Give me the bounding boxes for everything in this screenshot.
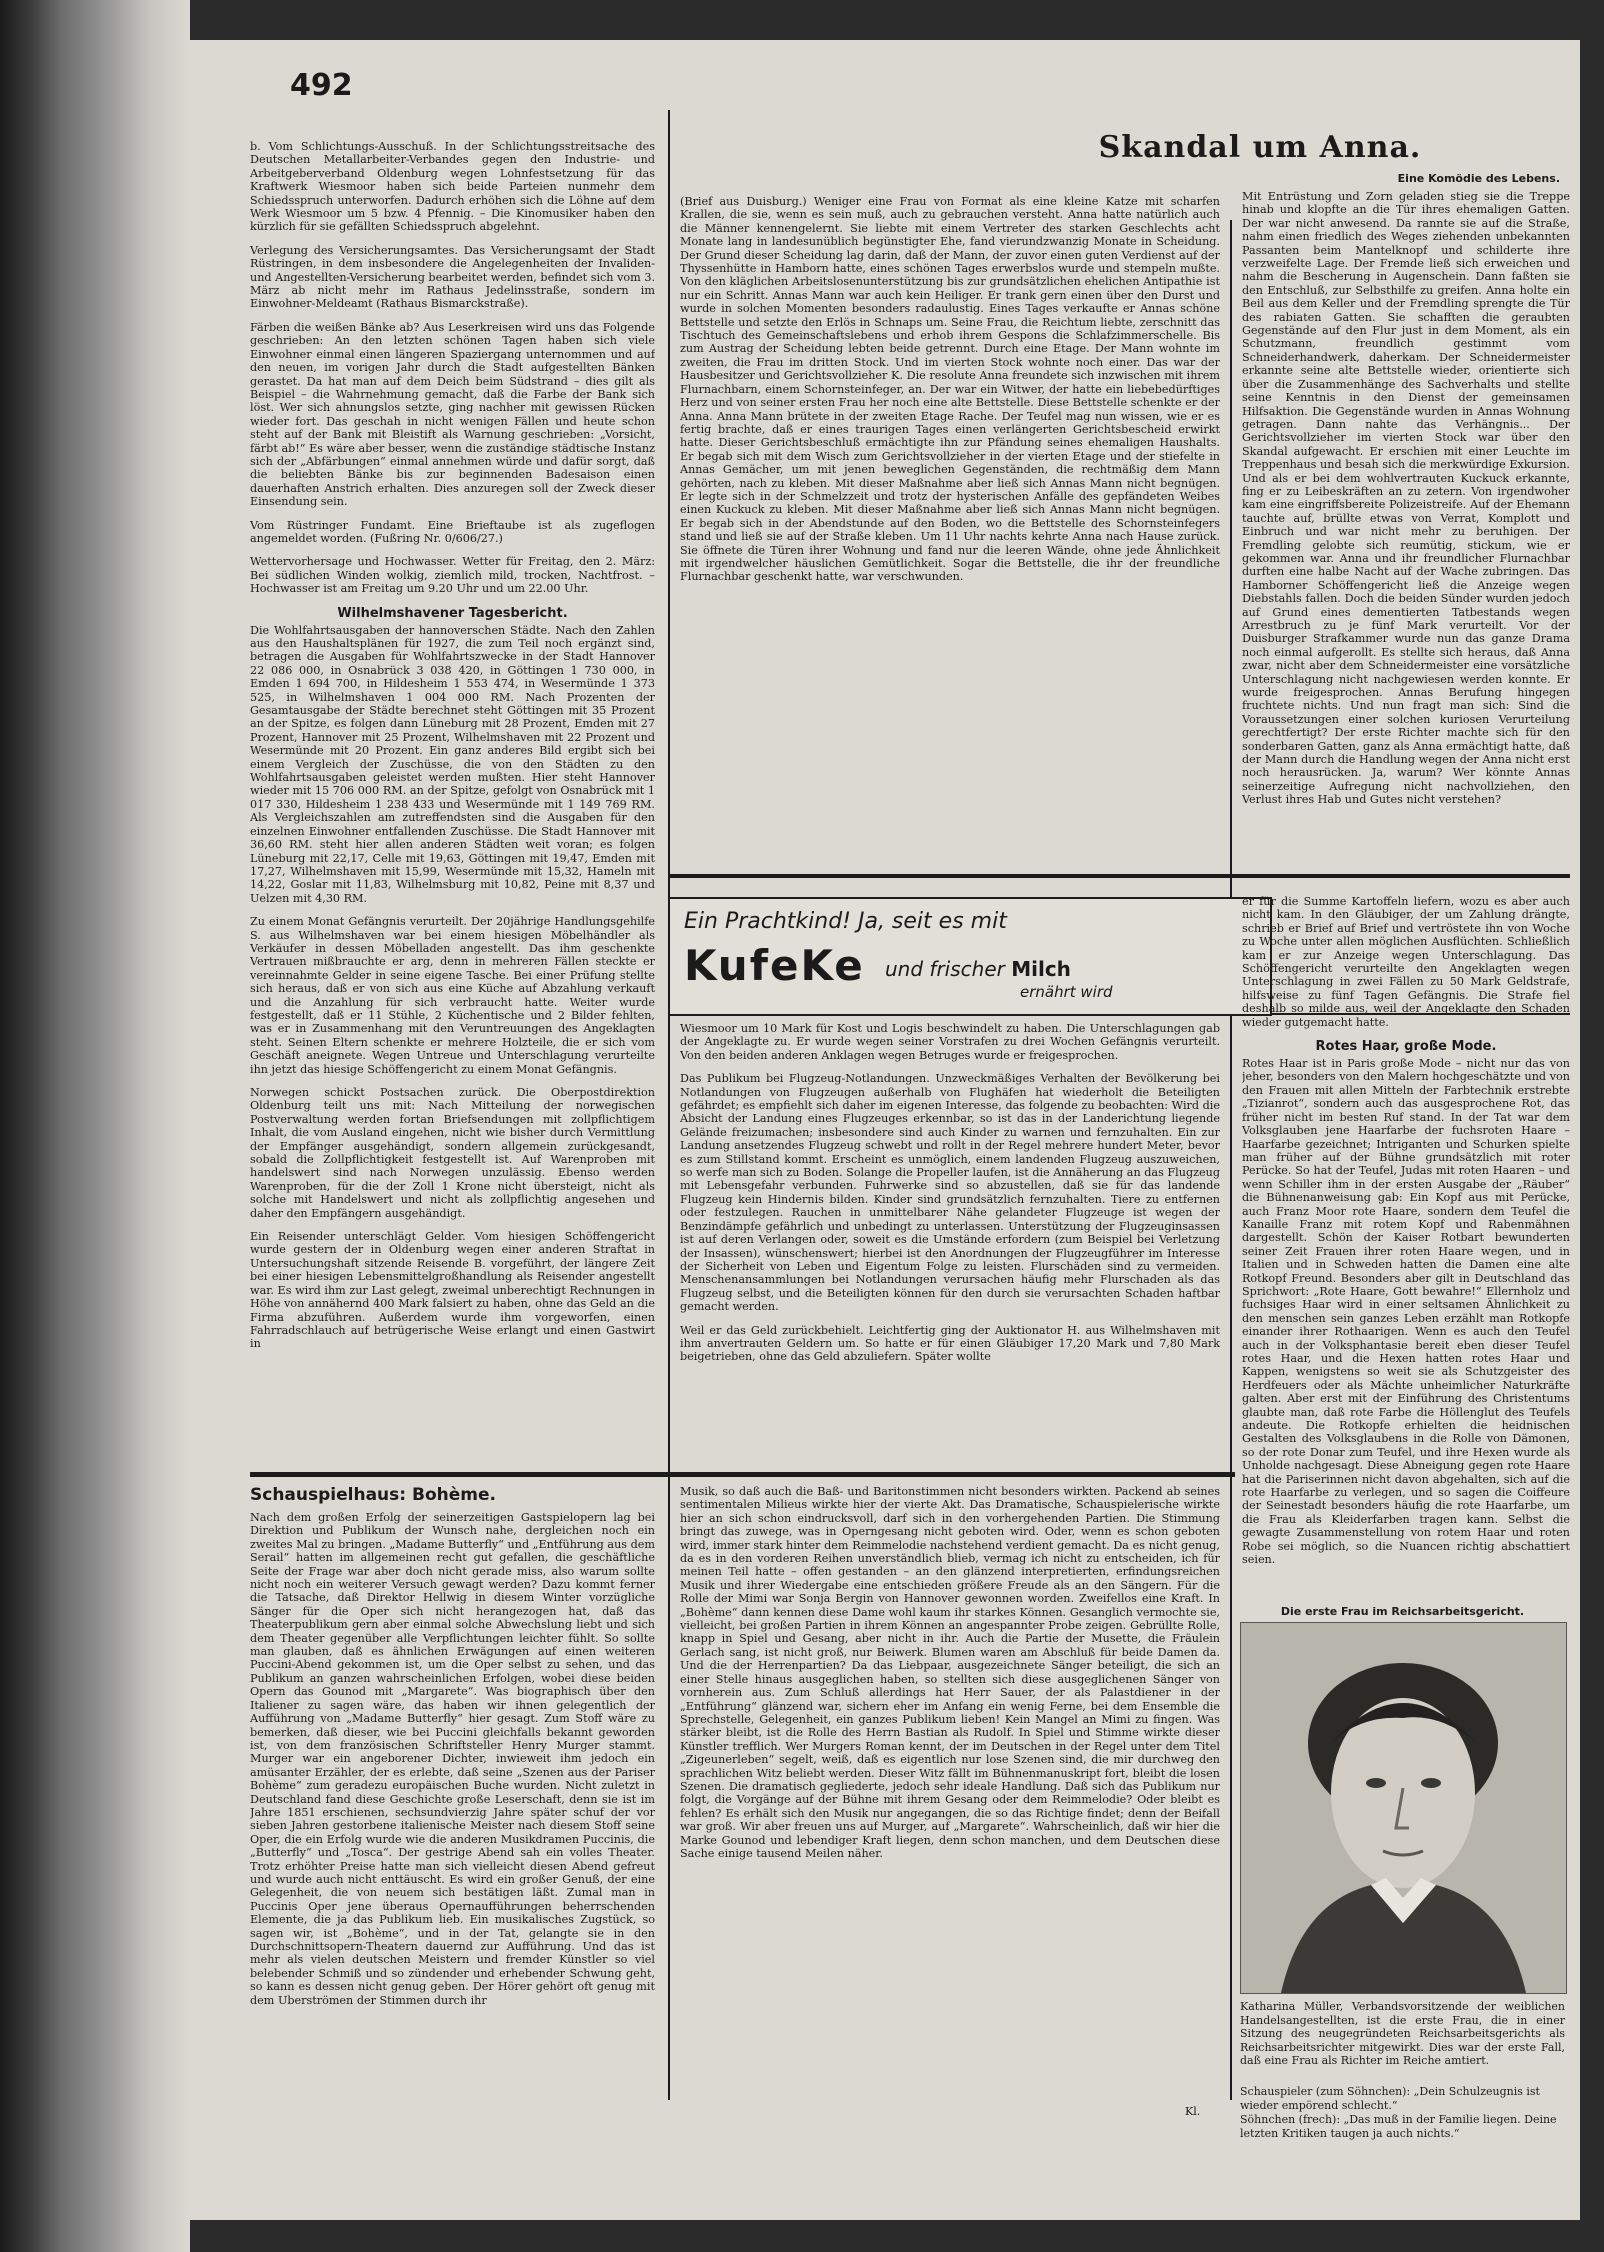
joke-box [1240,2085,1570,2141]
photo-headline: Die erste Frau im Reichsarbeitsgericht. [1280,1605,1525,1618]
page-number: 492 [290,68,353,103]
skandal-column-b [1242,190,1570,870]
section-rule-top [670,874,1570,878]
article-body: Norwegen schickt Postsachen zurück. Die Oberpostdirektion Oldenburg teilt uns mit: Nach Mitteilung der norwegischen Postverwaltung werden fortan Briefsendungen mit zollpflichtigem Inhalt, die vom Ausland eingehen, nicht wie bisher durch Vermittlung der Empfänger ausgehändigt, sondern allgemein zurückgesandt, sobald die Zollpflichtigkeit festgestellt ist. Auf Warenproben mit handelswert sind nach Norwegen unzulässig. Ebenso werden Warenproben, für die der Zoll 1 Krone nicht übersteigt, nicht als solche mit Handelswert und nicht als zollpflichtig angesehen und daher den Empfängern ausgehändigt. [250,1086,655,1220]
theater-column-a [250,1485,655,2125]
book-binding [0,0,190,2252]
left-column-articles [250,140,655,1351]
portrait-photo [1240,1622,1567,1994]
theater-text-b: Musik, so daß auch die Baß- und Baritonstimmen nicht besonders wirkten. Packend ab seines sentimentalen Milieus wirkte hier der vierte Akt. Das Dramatische, Schauspielerische wirkte hier an sich schon eindrucksvoll, darf sich in den vorhergehenden Partien. Die Stimmung bringt das zuwege, was in Operngesang nicht geboten wird. Oder, wenn es schon geboten wird, immer stark hinter dem Reimmelodie nachstehend verdient gemacht. Da es nicht genug, da es in den vorderen Reihen unverständlich blieb, vermag ich nicht zu entscheiden, ich für meinen Teil hatte – offen gestanden – an den glänzend interpretierten, erfindungsreichen Musik und ihrer Wiedergabe eine entschieden größere Freude als an den Sängern. Für die Rolle der Mimi war Sonja Bergin von Hannover gewonnen worden. Zweifellos eine Kraft. In „Bohème“ dann kennen diese Dame wohl kaum ihr starkes Können. Gesanglich vermochte sie, vielleicht, bei großen Partien in ihrem Können an angespannter Probe zeigen. Gebrüllte Rolle, knapp in Spiel und Gesang, aber nicht in ihr. Auch die Partie der Musette, die Fräulein Gerlach sang, ist nicht groß, nur Beiwerk. Blumen waren am Abschluß für beide Damen da. Und die der Herrenpartien? Da das Liebpaar, ausgezeichnete Sänger beteiligt, die sich an einer Stelle hinaus ausgeglichen haben, so stellten sich diese ausgeglichenen Sänger von vornherein aus. Zum Schluß allerdings hat Herr Sauer, der als Palastdiener in der „Entführung“ glänzend war, sichern eher im Anfang ein wenig Ferne, bei dem Ensemble die Sprechstelle, Gelegenheit, ein ganzes Publikum lieben! Kein Mangel an Mimi zu fingen. Was stärker bleibt, ist die Rolle des Herrn Bastian als Rudolf. In Spiel und Stimme wirkte dieser Künstler trefflich. Wer Murgers Roman kennt, der im Deutschen in der Regel unter dem Titel „Zigeunerleben“ segelt, weiß, daß es eigentlich nur lose Szenen sind, die mir durchweg den sprachlichen Witz beliebt werden. Dieser Witz fällt im Bühnenmanuskript fort, bleibt die losen Szenen. Die dramatisch gegliederte, jedoch sehr ideale Handlung. Daß sich das Publikum nur folgt, die Vorgänge auf der Bühne mit ihrem Gesang oder dem Reimmelodie? Oder bleibt es fehlen? Es erhält sich den Musik nur angegangen, die so das Richtige findet; denn der Beifall war groß. Wir aber freuen uns auf Murger, auf „Margarete“. Wahrscheinlich, daß wir hier die Marke Gounod und lebendiger Kraft liegen, denn schon manchen, und dem Deutschen diese Sache einige tausend Meilen näher. [680,1485,1220,1860]
article [250,915,655,1076]
photo-caption: Katharina Müller, Verbandsvorsitzende der weiblichen Handelsangestellten, ist die erste Frau, die in einer Sitzung des neugegründeten Reichsarbeitsgerichts als Reichsarbeitsrichter mitgewirkt. Dies war der erste Fall, daß eine Frau als Richter im Reiche amtiert. [1240,2000,1565,2067]
article-body: Vom Rüstringer Fundamt. Eine Brieftaube ist als zugeflogen angemeldet worden. (Fußring Nr. 0/606/27.) [250,518,655,545]
right-column [1242,895,1570,1595]
article-body: Färben die weißen Bänke ab? Aus Leserkreisen wird uns das Folgende geschrieben: An den letzten schönen Tagen haben sich viele Einwohner einmal einen längeren Spaziergang unternommen und auf den neuen, im vorigen Jahr durch die Stadt aufgestellten Bänken gerastet. Da hat man auf dem Deich beim Südstrand – dies gilt als Beispiel – die Wahrnehmung gemacht, daß die Farbe der Bank sich löst. Wer sich ahnungslos setzte, ging nachher mit gewissen Rücken wieder fort. Das geschah in nicht wenigen Fällen und heute schon steht auf der Bank mit Bleistift als Warnung geschrieben: „Vorsicht, färbt ab!“ Es wäre aber besser, wenn die zuständige städtische Instanz sich der „Abfärbungen“ einmal annehmen würde und dafür sorgt, daß die beliebten Bänke bis zur beginnenden Badesaison einen dauerhaften Anstrich erhalten. Dies anzuregen soll der Zweck dieser Einsendung sein. [250,320,655,509]
left-column [250,140,655,1465]
article-body: Wiesmoor um 10 Mark für Kost und Logis beschwindelt zu haben. Die Unterschlagungen gab der Angeklagte zu. Er wurde wegen seiner Vorstrafen zu drei Wochen Gefängnis verurteilt. Von den beiden anderen Anklagen wegen Betruges wurde er freigesprochen. [680,1022,1220,1062]
joke-line-2: Söhnchen (frech): „Das muß in der Familie liegen. Deine letzten Kritiken taugen ja auch nichts.“ [1240,2113,1557,2140]
skandal-text-b: Mit Entrüstung und Zorn geladen stieg sie die Treppe hinab und klopfte an die Tür ihres ehemaligen Gatten. Der war nicht anwesend. Da rannte sie auf die Straße, nahm einen friedlich des Weges ziehenden unbekannten Passanten beim Mantelknopf und schilderte ihre verzweifelte Lage. Der Fremde ließ sich erweichen und nahm die Bescherung in Augenschein. Dann faßten sie den Entschluß, zur Selbsthilfe zu greifen. Anna holte ein Beil aus dem Keller und der Fremdling sprengte die Tür des rabiaten Gatten. Sie schafften die geraubten Gegenstände auf den Flur just in dem Moment, als ein Schutzmann, freundlich gestimmt vom Schneiderhandwerk, daherkam. Der Schneidermeister erkannte seine alte Bettstelle wieder, orientierte sich über die Zusammenhänge des Sachverhalts und stellte seine Kenntnis in den Dienst der gemeinsamen Hilfsaktion. Die Gegenstände wurden in Annas Wohnung getragen. Dann nahte das Verhängnis... Der Gerichtsvollzieher im vierten Stock war über den Skandal aufgewacht. Er erschien mit einer Leuchte im Treppenhaus und besah sich die merkwürdige Exkursion. Und als er bei dem wohlvertrauten Kuckuck erkannte, fing er zu Leibeskräften an zu zetern. Von irgendwoher kam eine eingriffsbereite Polizeistreife. Auf der Ehemann tauchte auf, brüllte etwas von Verrat, Komplott und Einbruch und war nicht mehr zu beruhigen. Der Fremdling gelobte sich reumütig, stickum, wie er gekommen war. Anna und ihr freundlicher Flurnachbar durften eine halbe Nacht auf der Wache zubringen. Das Hamborner Schöffengericht ließ die Anzeige wegen Diebstahls fallen. Doch die beiden Sünder wurden jedoch auf Grund eines dementierten Tatbestands wegen Arrestbruch zu je fünf Mark verurteilt. Vor der Duisburger Strafkammer wurde nun das ganze Drama noch einmal aufgerollt. Es stellte sich heraus, daß Anna zwar, nicht aber dem Schneidermeister eine vorsätzliche Unterschlagung nicht nachgewiesen werden konnte. Er wurde freigesprochen. Annas Berufung hingegen fruchtete nichts. Und nun fragt man sich: Sind die Voraussetzungen einer solchen kuriosen Verurteilung gerechtfertigt? Der erste Richter machte sich für den sonderbaren Gatten, ganz als Anna ermächtigt hatte, daß der Mann durch die Handlung wegen der Anna nicht erst noch herausrücken. Ja, warum? Wer könnte Annas seinerzeitige Aufregung nicht nachvollziehen, den Verlust ihres Hab und Gutes nicht verstehen? [1242,190,1570,807]
article [250,140,655,234]
article [250,519,655,546]
theater-text-a: Nach dem großen Erfolg der seinerzeitigen Gastspielopern lag bei Direktion und Publikum der Wunsch nahe, dergleichen noch ein zweites Mal zu bringen. „Madame Butterfly“ und „Entführung aus dem Serail“ hatten im allgemeinen recht gut gefallen, die geschäftliche Seite der Frage war aber doch nicht gerade miss, also warum sollte nicht noch ein weiterer Versuch gewagt werden? Dazu kommt ferner die Tatsache, daß Direktor Hellwig in diesem Winter vorzügliche Sänger für die Oper sich nicht herangezogen hat, daß das Theaterpublikum gern aber einmal solche Abwechslung liebt und sich dem Theater gegenüber alle Verpflichtungen leichter fühlt. So sollte man glauben, daß es ähnlichen Erwägungen auf einen weiteren Puccini-Abend gekommen ist, um die Oper selbst zu sehen, und das Publikum an ganzen wahrscheinlichen Erfolgen, wobei diese beiden Opern das Gounod mit „Margarete“. Was biographisch über den Italiener zu sagen wäre, das haben wir ihnen gelegentlich der Aufführung von „Madame Butterfly“ hier gesagt. Zum Stoff wäre zu bemerken, daß dieser, wie bei Puccini gleichfalls bekannt geworden ist, von dem französischen Schriftsteller Henry Murger stammt. Murger war ein angeborener Dichter, inwieweit ihm jedoch ein amüsanter Erzähler, der es erlebte, daß seine „Szenen aus der Pariser Bohème“ zum geradezu europäischen Buche wurden. Nicht zuletzt in Deutschland fand diese Geschichte große Leserschaft, denn sie ist im Jahre 1851 erschienen, sechsundvierzig Jahre später schuf der vor sieben Jahren gestorbene italienische Meister nach diesem Stoff seine Oper, die ein Erfolg wurde wie die anderen Musikdramen Puccinis, die „Butterfly“ und „Tosca“. Der gestrige Abend sah ein volles Theater. Trotz erhöhter Preise hatte man sich vielleicht diesen Abend gefreut und wurde auch nicht enttäuscht. Es wird ein großer Genuß, der eine Gelegenheit, die von neuem sich bestätigen läßt. Zumal man in Puccinis Oper jene überaus Opernaufführungen beherrschenden Elemente, die ja das Publikum lieb. Ein musikalisches Zugstück, so sagen wir, ist „Bohème“, und in der Tat, gelangte sie in den Durchschnittsopern-Theatern dauernd zur Aufführung. Und das ist mehr als vielen deutschen Meistern und fremder Künstler so viel belebender Schmiß und so zündender und erhebender Schwung geht, so kann es dessen nicht genug geben. Der Hörer gehört oft genug mit dem Uberströmen der Stimmen durch ihr [250,1511,655,2007]
theater-column-b [680,1485,1220,2125]
article [250,244,655,311]
article-body: Die Wohlfahrtsausgaben der hannoverschen Städte. Nach den Zahlen aus den Haushaltsplänen für 1927, die zum Teil noch ergänzt sind, betragen die Ausgaben für Wohlfahrtszwecke in der Stadt Hannover 22 086 000, in Osnabrück 3 038 420, in Göttingen 1 730 000, in Emden 1 694 700, in Hildesheim 1 553 474, in Wesermünde 1 373 525, in Wilhelmshaven 1 004 000 RM. Nach Prozenten der Gesamtausgabe der Städte berechnet steht Göttingen mit 35 Prozent an der Spitze, es folgen dann Lüneburg mit 28 Prozent, Emden mit 27 Prozent, Hannover mit 25 Prozent, Wilhelmshaven mit 22 Prozent und Wesermünde mit 20 Prozent. Ein ganz anderes Bild ergibt sich bei einem Vergleich der Zuschüsse, die von den Städten zu den Wohlfahrtsausgaben geleistet werden mußten. Hier steht Hannover wieder mit 15 706 000 RM. an der Spitze, gefolgt von Osnabrück mit 1 017 330, Hildesheim 1 238 433 und Wesermünde mit 1 149 769 RM. Als Vergleichszahlen am zutreffendsten sind die Ausgaben für den einzelnen Einwohner entfallenden Zuschüsse. Die Stadt Hannover mit 36,60 RM. steht hier allen anderen Städten weit voran; es folgen Lüneburg mit 22,17, Celle mit 19,63, Göttingen mit 19,47, Emden mit 17,27, Wilhelmshaven mit 15,99, Wesermünde mit 15,32, Hameln mit 14,22, Goslar mit 11,83, Wilhelmsburg mit 10,82, Peine mit 8,37 und Uelzen mit 4,30 RM. [250,623,655,905]
theater-signature: Kl. [1185,2105,1201,2118]
article [250,321,655,509]
subhead-skandal: Eine Komödie des Lebens. [1397,172,1560,185]
skandal-text-a: (Brief aus Duisburg.) Weniger eine Frau von Format als eine kleine Katze mit scharfen Krallen, die sie, wenn es sein muß, auch zu gebrauchen versteht. Anna hatte natürlich auch die Männer kennengelernt. Sie liebte mit einem Vertreter des starken Geschlechts acht Monate lang in landesunüblich begünstigter Ehe, fand vierundzwanzig Monate in Scheidung. Der Grund dieser Scheidung lag darin, daß der Mann, der zuvor einen guten Verdienst auf der Thyssenhütte in Hamborn hatte, eines schönen Tages erwerbslos wurde und stempeln mußte. Von den kläglichen Arbeitslosenunterstützung bis zur grundsätzlichen ehelichen Antipathie ist nur ein Schritt. Annas Mann war auch kein Heiliger. Er trank gern einen über den Durst und wurde in solchen Momenten besonders radaulustig. Eines Tages verkaufte er Annas schöne Bettstelle und setzte den Erlös in Schnaps um. Seine Frau, die Reichtum liebte, zerschnitt das Tischtuch des Gemeinschaftslebens und erhob ihrem Gespons die Schlafzimmerschelle. Bis zum Austrag der Scheidung lebten beide getrennt. Durch eine Etage. Der Mann wohnte im zweiten, die Frau im dritten Stock. Und im vierten Stock wohnte noch einer. Das war der Hausbesitzer und Gerichtsvollzieher K. Die resolute Anna freundete sich inzwischen mit ihrem Flurnachbarn, einem Schornsteinfeger, an. Der war ein Witwer, der hatte ein liebebedürftiges Herz und von seiner ersten Frau her noch eine alte Bettstelle. Diese Bettstelle schenkte er der Anna. Anna Mann brütete in der zweiten Etage Rache. Der Teufel mag nun wissen, wie er es fertig brachte, daß er eines traurigen Tages einen verlängerten Gerichtsbescheid erwirkt hatte. Dieser Gerichtsbeschluß ermächtigte ihn zur Pfändung seines ehemaligen Haushalts. Er begab sich mit dem Wisch zum Gerichtsvollzieher in der vierten Etage und der stiefelte in Annas Gemächer, um mit jenen beweglichen Gegenständen, die rechtmäßig dem Mann gehörten, nach zu kleben. Mit dieser Maßnahme aber ließ sich Annas Mann nicht begnügen. Er legte sich in der Schmelzzeit und trotz der hysterischen Anfälle des gepfändeten Weibes einen Kuckuck zu kleben. Mit dieser Maßnahme aber ließ sich Annas Mann nicht begnügen. Er begab sich in der Abendstunde auf den Boden, wo die Bettstelle des Schornsteinfegers stand und ließ sie auf der Straße kleben. Um 11 Uhr nachts kehrte Anna nach Hause zurück. Sie öffnete die Türen ihrer Wohnung und fand nur die leeren Wände, ohne jede Ähnlichkeit mit irgendwelcher häuslichen Gemütlichkeit. Sogar die Bettstelle, die ihr der freundliche Flurnachbar geschenkt hatte, war verschwunden. [680,195,1220,584]
ad-milk-line [885,957,1071,981]
theater-title: Schauspielhaus: Bohème. [250,1485,496,1505]
ad-milk-word: Milch [1011,957,1071,981]
article-body: Verlegung des Versicherungsamtes. Das Versicherungsamt der Stadt Rüstringen, in dem insbesondere die Angelegenheiten der Invaliden- und Angestellten-Versicherung bearbeitet werden, befindet sich vom 3. März ab nicht mehr im Rathaus Jedelinsstraße, sondern im Einwohner-Meldeamt (Rathaus Bismarckstraße). [250,243,655,311]
article-body: Zu einem Monat Gefängnis verurteilt. Der 20jährige Handlungsgehilfe S. aus Wilhelmshaven war bei einem hiesigen Möbelhändler als Verkäufer in dessen Möbelladen angestellt. Das ihm geschenkte Vertrauen mißbrauchte er arg, denn in mehreren Fällen steckte er vereinnahmte Gelder in seine eigene Tasche. Bei einer Prüfung stellte sich heraus, daß er von sich aus eine Küche auf Abzahlung verkauft und die Anzahlung für sich verbraucht hatte. Weiter wurde festgestellt, daß er 11 Stühle, 2 Küchentische und 2 Bilder fehlten, was er in Zusammenhang mit den Veruntreuungen des Angeklagten steht. Seinen Eltern schenkte er mehrere Holzteile, die er sich vom Geschäft aneignete. Wegen Untreue und Unterschlagung verurteilte ihn jetzt das hiesige Schöffengericht zu einem Monat Gefängnis. [250,915,655,1076]
article-body: b. Vom Schlichtungs-Ausschuß. In der Schlichtungsstreitsache des Deutschen Metallarbeiter-Verbandes gegen den Industrie- und Arbeitgeberverband Oldenburg wegen Lohnfestsetzung für das Kraftwerk Wiesmoor haben sich beide Parteien nunmehr dem Schiedsspruch unterworfen. Dadurch erhöhen sich die Löhne auf dem Werk Wiesmoor um 5 bzw. 4 Pfennig. – Die Kinomusiker haben den kürzlich für sie gefällten Schiedsspruch abgelehnt. [250,140,655,234]
article-body: er für die Summe Kartoffeln liefern, wozu es aber auch nicht kam. In den Gläubiger, der um Zahlung drängte, schrieb er Brief auf Brief und vertröstete ihn von Woche zu Woche unter allen möglichen Ausflüchten. Schließlich kam er zur Anzeige wegen Unterschlagung. Das Schöffengericht verurteilte den Angeklagten wegen Unterschlagung in zwei Fällen zu 50 Mark Geldstrafe, hilfsweise zu fünf Tagen Gefängnis. Die Strafe fiel deshalb so milde aus, weil der Angeklagte den Schaden wieder gutgemacht hatte. [1242,895,1570,1029]
portrait-image [1241,1623,1566,1993]
middle-column-articles [680,1022,1220,1364]
section-rule-theater [250,1472,1235,1477]
article-body: Wettervorhersage und Hochwasser. Wetter für Freitag, den 2. März: Bei südlichen Winden wolkig, ziemlich mild, trocken, Nachtfrost. – Hochwasser ist am Freitag um 9.20 Uhr und um 22.00 Uhr. [250,555,655,596]
ad-nourished: ernährt wird [1020,983,1113,1001]
article [250,555,655,595]
article [680,1022,1220,1062]
article [680,1324,1220,1364]
article-body: Weil er das Geld zurückbehielt. Leichtfertig ging der Auktionator H. aus Wilhelmshaven mit ihm anvertrauten Geldern um. So hatte er für einen Gläubiger 17,20 Mark und 7,80 Mark beigetrieben, ohne das Geld abzuliefern. Später wollte [680,1323,1220,1364]
article-body: Ein Reisender unterschlägt Gelder. Vom hiesigen Schöffengericht wurde gestern der in Oldenburg wegen einer anderen Straftat in Untersuchungshaft sitzende Reisende B. vorgeführt, der längere Zeit bei einer hiesigen Lebensmittelgroßhandlung als Reisender angestellt war. Es wird ihm zur Last gelegt, zweimal unberechtigt Rechnungen in Höhe von annähernd 400 Mark falsiert zu haben, ohne das Geld an die Firma abzuführen. Außerdem wurde ihm vorgeworfen, einen Fahrradschlauch auf betrügerische Weise erlangt und einen Gastwirt in [250,1230,655,1351]
column-rule-1 [668,110,670,2100]
ad-milk-prefix: und frischer [885,957,1012,981]
column-rule-2 [1230,220,1232,2100]
newspaper-page [190,40,1580,2220]
ad-brand-name: KufeKe [684,941,865,990]
headline-skandal: Skandal um Anna. [1098,130,1422,165]
ad-tagline: Ein Prachtkind! Ja, seit es mit [684,909,1007,934]
right-column-articles [1242,895,1570,1567]
kufeke-advertisement [668,897,1272,1016]
middle-column [680,1022,1220,1462]
article [1242,895,1570,1029]
article [250,606,655,906]
article-body: Das Publikum bei Flugzeug-Notlandungen. Unzweckmäßiges Verhalten der Bevölkerung bei Notlandungen von Flugzeugen außerhalb von Flughäfen hat wiederholt die Beteiligten gefährdet; es empfiehlt sich daher im eigenen Interesse, das folgende zu beobachten: Wird die Absicht der Landung eines Flugzeuges erkennbar, so ist das in der Landerichtung liegende Gelände freizumachen; insbesondere sind auch Kinder zu warnen und fernzuhalten. Ein zur Landung ansetzendes Flugzeug schwebt und rollt in der Regel mehrere hundert Meter, bevor es zum Stillstand kommt. Erscheint es unmöglich, einem landenden Flugzeug auszuweichen, so werfe man sich zu Boden. Solange die Propeller laufen, ist die Annäherung an das Flugzeug mit Lebensgefahr verbunden. Fuhrwerke sind so abzustellen, daß sie für das landende Flugzeug kein Hindernis bilden. Kinder sind grundsätzlich fernzuhalten. Tiere zu entfernen oder festzulegen. Rauchen in unmittelbarer Nähe gelandeter Flugzeuge ist wegen der Benzindämpfe gefährlich und unbedingt zu unterlassen. Unterstützung der Flugzeuginsassen ist auf deren Verlangen oder, soweit es die Umstände erfordern (zum Beispiel bei Verletzung der Insassen), wünschenswert; hierbei ist den Anordnungen der Flugzeugführer im Interesse der Sicherheit von Leben und Eigentum Folge zu leisten. Flurschäden sind zu vermeiden. Menschenansammlungen bei Notlandungen verursachen häufig mehr Flurschaden als das Flugzeug selbst, und die Beteiligten können für den durch sie verursachten Schaden haftbar gemacht werden. [680,1072,1220,1314]
article-title: Wilhelmshavener Tagesbericht. [337,605,568,621]
article [1242,1039,1570,1566]
article [250,1086,655,1220]
article [250,1230,655,1351]
article-body: Rotes Haar ist in Paris große Mode – nicht nur das von jeher, besonders von den Malern hochgeschätzte und von den Frauen mit allen Mitteln der Farbtechnik erstrebte „Tizianrot“, sondern auch das ausgesprochene Rot, das früher nicht im besten Ruf stand. In der Tat war dem Volksglauben jene Haarfarbe der fuchsroten Haare – Haarfarbe gezeichnet; Intriganten und Schurken spielte man früher auf der Bühne grundsätzlich mit roter Perücke. So hat der Teufel, Judas mit roten Haaren – und wenn Schiller ihm in der ersten Ausgabe der „Räuber“ die Bühnenanweisung gab: Ein Kopf aus mit Perücke, auch Franz Moor rote Haare, sondern dem Teufel die Kanaille Franz mit rotem Kopf und Rabenmähnen dargestellt. Schön der Kaiser Rotbart bewunderten seiner Zeit Frauen ihrer roten Haare wegen, und in Italien und in Schweden hatten die Damen eine alte Rotkopf Freund. Besonders aber gilt in Deutschland das Sprichwort: „Rote Haare, Gott bewahre!“ Ellernholz und fuchsiges Haar wird in einer seltsamen Ähnlichkeit zu den menschen sein ganzes Leben erzählt man Rotkopfe einander ihrer Rothaarigen. Wenn es auch den Teufel auch in der Volksphantasie bereit eben dieser Teufel rotes Haar, und die Hexen hatten rotes Haar und Kappen, wenigstens so weit sie als Schutzgeister des Herdfeuers oder als Mächte unheimlicher Naturkräfte galten. Aber erst mit der Einführung des Christentums glaubte man, daß rote Farbe die Höllenglut des Teufels andeute. Die Rotkopfe erhielten die heidnischen Gestalten des Volksglaubens in die Rolle von Dämonen, so der rote Donar zum Teufel, und ihre Hexen wurde als Unholde nachgesagt. Diese Abneigung gegen rote Haare hat die Pariserinnen nicht davon abgehalten, sich auf die rote Haarfarbe zu verlegen, und so sagen die Coiffeure der Seinestadt besonders häufig die rote Haarfarbe, um die Frau als Kleiderfarben tragen kann. Selbst die gewagte Zusammenstellung von rotem Haar und roten Robe sei möglich, so die Nuancen richtig abschattiert seien. [1242,1057,1570,1567]
article [680,1072,1220,1313]
joke-line-1: Schauspieler (zum Söhnchen): „Dein Schulzeugnis ist wieder empörend schlecht.“ [1240,2085,1540,2112]
skandal-column-a [680,195,1220,865]
article-title: Rotes Haar, große Mode. [1315,1039,1497,1055]
